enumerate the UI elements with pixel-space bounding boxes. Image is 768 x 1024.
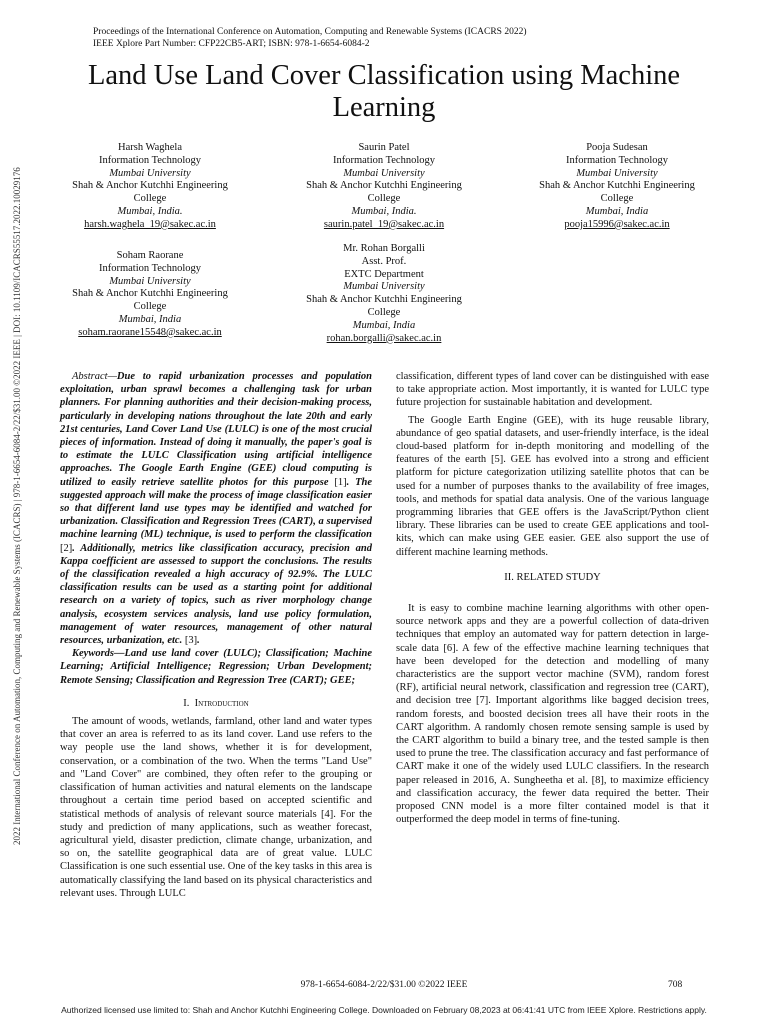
- footer-copyright: 978-1-6654-6084-2/22/$31.00 ©2022 IEEE: [300, 980, 468, 990]
- author-college: Shah & Anchor Kutchhi Engineering: [539, 180, 695, 192]
- author-univ: Mumbai University: [576, 167, 658, 179]
- author-college: College: [367, 306, 401, 318]
- doi-side-banner: 2022 International Conference on Automation, Computing and Renewable Systems (ICACRS) | 978-1-6654-6084-2/22/$31.00 ©2022 IEEE | DOI: 10.1109/ICACRS55517.2022.10029176: [12, 167, 22, 845]
- author-city: Mumbai, India: [352, 319, 416, 331]
- author-block: [50, 250, 250, 340]
- citation-ref: [3]: [184, 635, 198, 647]
- intro-paragraph: The amount of woods, wetlands, farmland, other land and water types that cover an area is referred to as its land cover. Land use refers to the way people use the land shows, whether it is for development, conservation, or a combination of the two. When the terms "Land Use" and "Land Cover" are combined, they often refer to the grouping or classification of human activities and natural elements on the landscape throughout a certain time period based on accepted scientific and statistical methods of analysis of relevant source materials [4]. For the study and prediction of many applications, such as weather forecast, agricultural yield, disaster prediction, climate change, urbanization, and so on, the satellite geographical data are of great value. LULC Classification is one such essential use. One of the key tasks in this area is automatically classifying the land based on its physical characteristics and relevant uses. Through LULC: [60, 716, 372, 899]
- author-dept: Information Technology: [565, 154, 668, 166]
- author-univ: Mumbai University: [343, 281, 425, 293]
- author-email[interactable]: pooja15996@sakec.ac.in: [564, 218, 670, 230]
- right-column: [396, 370, 709, 827]
- section-heading-related-study: II. RELATED STUDY: [504, 571, 601, 583]
- author-email[interactable]: harsh.waghela_19@sakec.ac.in: [84, 218, 216, 230]
- author-college: Shah & Anchor Kutchhi Engineering: [306, 180, 462, 192]
- author-block: [284, 243, 484, 345]
- abstract-text: .: [197, 635, 200, 647]
- author-univ: Mumbai University: [343, 167, 425, 179]
- paper-title: Land Use Land Cover Classification using Machine Learning: [87, 60, 681, 123]
- page-number: 708: [668, 980, 683, 990]
- abstract-text: . The suggested approach will make the process of image classification easier so that different land use types may be identified and watched for urbanization. Classification and Regression Trees (CART), a supervised machine learning (ML) technique, is used to perform the classification: [60, 476, 372, 541]
- proceedings-header: Proceedings of the International Conference on Automation, Computing and Renewable Systems (ICACRS 2022): [93, 27, 527, 37]
- author-email[interactable]: saurin.patel_19@sakec.ac.in: [323, 218, 445, 230]
- author-city: Mumbai, India.: [117, 205, 183, 217]
- section-number: I.: [183, 697, 190, 709]
- author-univ: Mumbai University: [109, 167, 191, 179]
- citation-ref: [1]: [334, 476, 347, 488]
- body-paragraph: classification, different types of land cover can be distinguished with ease to take appropriate action. Most importantly, it is wanted for LULC type future projection for sustainable habitation and development.: [396, 371, 709, 409]
- author-college: Shah & Anchor Kutchhi Engineering: [72, 288, 228, 300]
- abstract-text: . Additionally, metrics like classification accuracy, precision and Kappa coefficient are assessed to support the conclusions. The results of the classification revealed a high accuracy of 92.9%. The LULC classification results can be used as a starting point for additional research on a variety of topics, such as river morphology change analysis, ecosystem services analysis, land use policy formulation, management of water resources, management of other natural resources, urbanization, etc.: [60, 542, 372, 647]
- left-column: [60, 370, 372, 900]
- author-college: Shah & Anchor Kutchhi Engineering: [72, 180, 228, 192]
- license-notice: Authorized licensed use limited to: Shah and Anchor Kutchhi Engineering College. Downloaded on February 08,2023 at 06:41:41 UTC from IEEE Xplore. Restrictions apply.: [61, 1005, 707, 1015]
- author-college: College: [133, 193, 167, 205]
- author-email[interactable]: soham.raorane15548@sakec.ac.in: [78, 326, 222, 338]
- citation-ref: [2]: [60, 542, 73, 554]
- author-block: [517, 142, 717, 232]
- author-city: Mumbai, India: [118, 313, 182, 325]
- author-college: College: [367, 193, 401, 205]
- author-city: Mumbai, India: [585, 205, 649, 217]
- abstract-text: Due to rapid urbanization processes and population exploitation, urban sprawl becomes a challenging task for urban planners. For planning authorities and their decision-making process, particularly in developing nations throughout the late 20th and early 21st centuries, Land Cover Land Use (LULC) is one of the most crucial pieces of information. Instead of doing it manually, the paper's goal is to estimate the LULC Classification using artificial intelligence approaches. The Google Earth Engine (GEE) cloud computing is utilized to easily retrieve satellite photos for this purpose: [60, 371, 372, 488]
- related-study-paragraph: It is easy to combine machine learning algorithms with other open-source network apps and they are a powerful collection of data-driven techniques that employ an automated way for pattern detection in large-scale data [6]. A few of the effective machine learning techniques that have been developed for the detection and modelling of many characteristics are the support vector machine (SVM), random forest (RF), artificial neural network, classification and regression tree (CART), and decision tree [7]. Important algorithms like bagged decision trees, random forests, and boosted decision trees all have their roots in the CART algorithm. A randomly chosen remote sensing sample is used by the CART algorithm to build a binary tree, and the tested sample is then used to prune the tree. The classification accuracy and fast performance of CART make it one of the widely used LULC classifiers. In the research paper released in 2016, A. Sungheetha et al. [8], to maximize efficiency and classification accuracy, the fewer data required the better. Their proposed CNN model is a more filter contained model is that it outperformed the deep model in terms of fine-tuning.: [396, 603, 709, 826]
- author-name: Saurin Patel: [358, 142, 410, 153]
- author-name: Mr. Rohan Borgalli: [343, 243, 425, 254]
- author-college: College: [600, 193, 634, 205]
- author-college: Shah & Anchor Kutchhi Engineering: [306, 294, 462, 306]
- author-college: College: [133, 301, 167, 313]
- author-dept: Information Technology: [332, 154, 435, 166]
- author-dept: Information Technology: [98, 154, 201, 166]
- keywords-paragraph: Keywords—Land use land cover (LULC); Classification; Machine Learning; Artificial Intelligence; Regression; Urban Development; Remote Sensing; Classification and Regression Tree (CART); GEE;: [60, 648, 372, 686]
- body-paragraph: The Google Earth Engine (GEE), with its huge reusable library, abundance of geo spatial datasets, and user-friendly interface, is the ideal cloud-based platform for in-depth monitoring and modelling of the features of the earth [5]. GEE has evolved into a strong and efficient platform for picture categorization utilizing satellite photos that can be used for a number of purposes thanks to the availability of free images, tools, and methods for spatial data analysis. One of the various language programming libraries that GEE offers is the JavaScript/Python client library. These libraries can be used to create GEE applications and tool-kits, which can make using GEE easier. GEE also support the use of different machine learning methods.: [396, 414, 709, 558]
- abstract-lead: Abstract—: [72, 371, 117, 382]
- xplore-header: IEEE Xplore Part Number: CFP22CB5-ART; ISBN: 978-1-6654-6084-2: [93, 39, 370, 49]
- section-title: Introduction: [194, 697, 249, 709]
- author-dept: EXTC Department: [344, 268, 424, 280]
- author-title: Asst. Prof.: [361, 255, 407, 267]
- author-name: Pooja Sudesan: [586, 142, 648, 153]
- section-heading-introduction: [60, 697, 372, 710]
- abstract-paragraph: [60, 370, 372, 647]
- author-name: Harsh Waghela: [118, 142, 182, 153]
- author-city: Mumbai, India.: [351, 205, 417, 217]
- author-dept: Information Technology: [98, 262, 201, 274]
- author-block: [50, 142, 250, 232]
- author-email[interactable]: rohan.borgalli@sakec.ac.in: [326, 332, 442, 344]
- author-name: Soham Raorane: [116, 250, 184, 261]
- author-block: [284, 142, 484, 232]
- author-univ: Mumbai University: [109, 275, 191, 287]
